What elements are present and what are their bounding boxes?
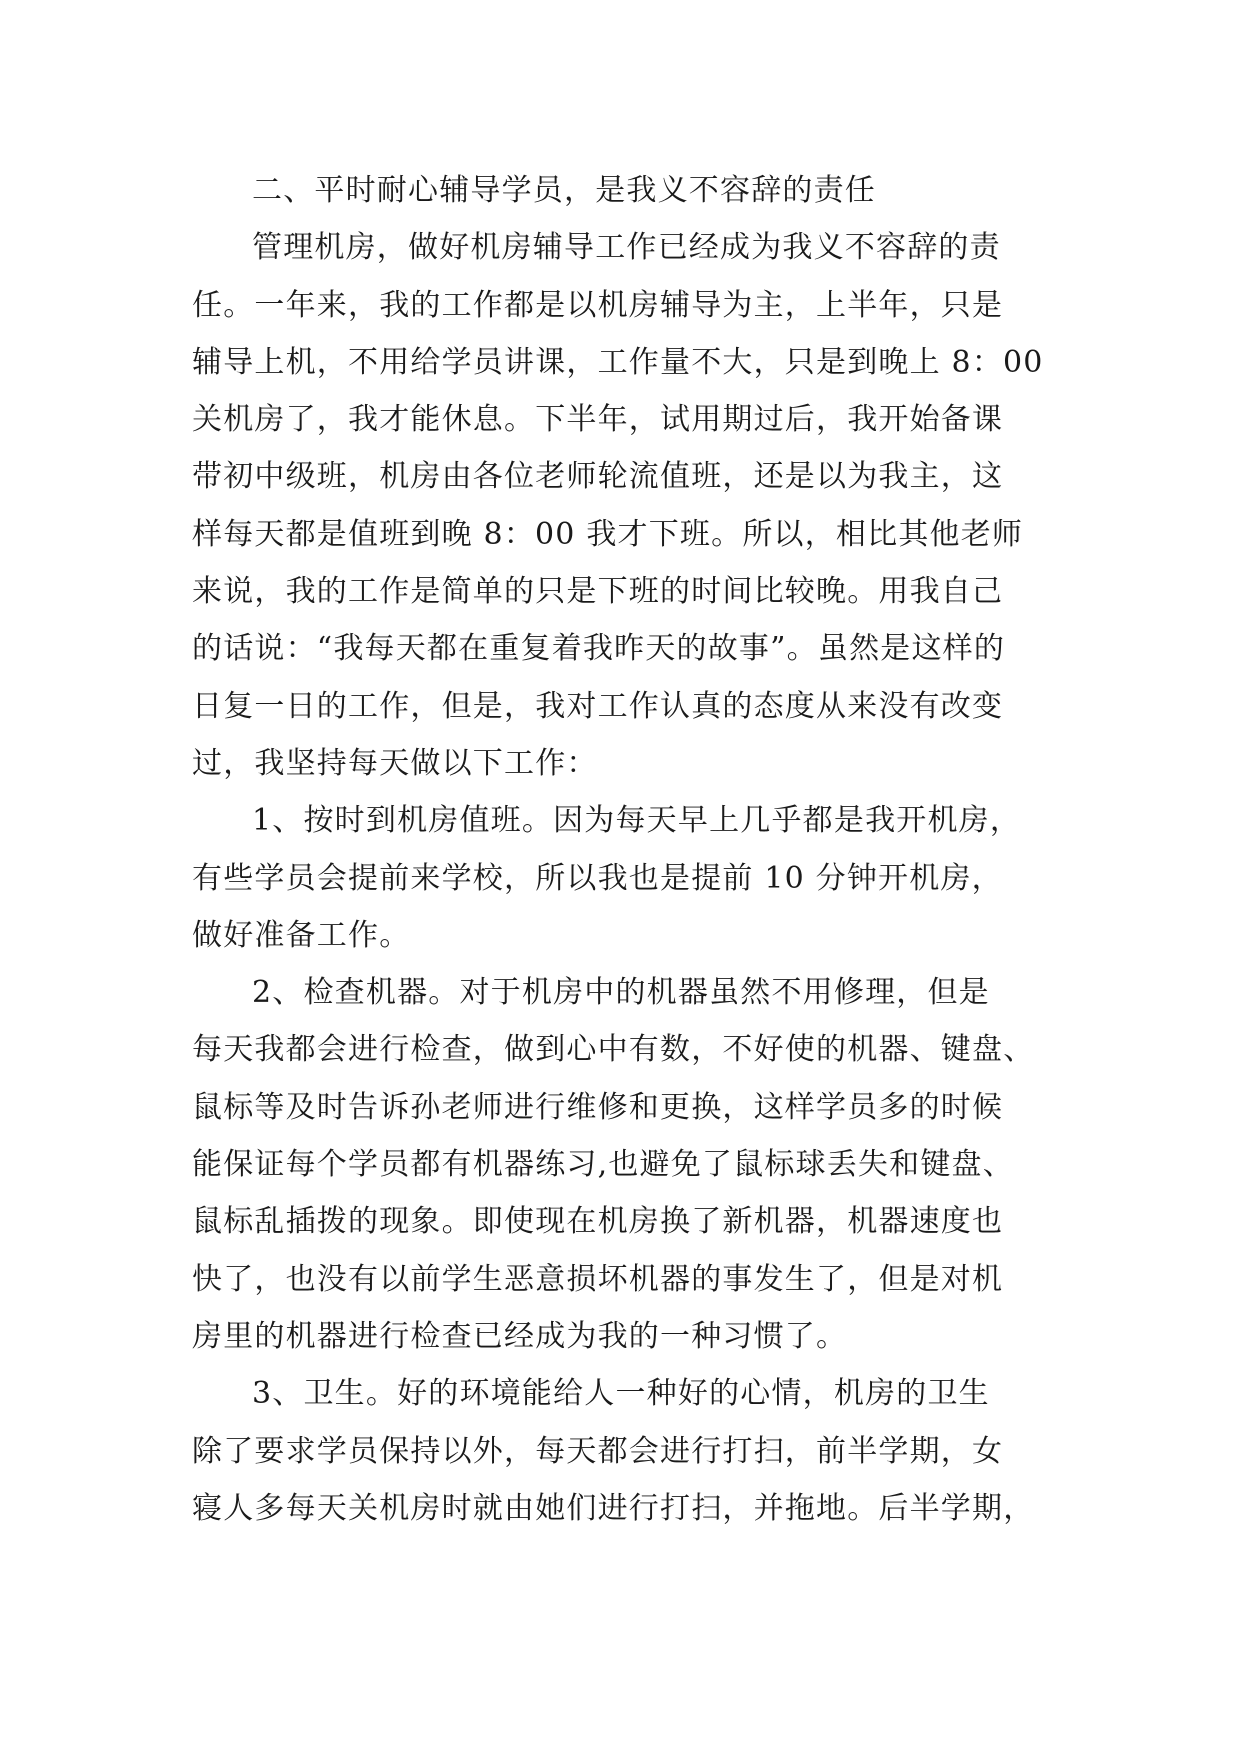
section-heading: 二、平时耐心辅导学员，是我义不容辞的责任	[252, 173, 876, 208]
paragraph-line: 能保证每个学员都有机器练习,也避免了鼠标球丢失和键盘、	[192, 1147, 1014, 1183]
body-text	[192, 162, 1052, 1537]
paragraph-line: 鼠标等及时告诉孙老师进行维修和更换，这样学员多的时候	[192, 1089, 1004, 1125]
paragraph-line: 除了要求学员保持以外，每天都会进行打扫，前半学期，女	[192, 1433, 1004, 1469]
paragraph-line: 有些学员会提前来学校，所以我也是提前 10 分钟开机房，	[192, 860, 1003, 896]
paragraph-line: 鼠标乱插拨的现象。即使现在机房换了新机器，机器速度也	[192, 1204, 1004, 1240]
paragraph-line: 样每天都是值班到晚 8：00 我才下班。所以，相比其他老师	[192, 516, 1024, 552]
paragraph-line: 寝人多每天关机房时就由她们进行打扫，并拖地。后半学期，	[192, 1490, 1035, 1526]
paragraph-line: 辅导上机，不用给学员讲课，工作量不大，只是到晚上 8：00	[192, 344, 1044, 380]
paragraph-line: 快了，也没有以前学生恶意损坏机器的事发生了，但是对机	[192, 1261, 1004, 1297]
paragraph-line: 房里的机器进行检查已经成为我的一种习惯了。	[192, 1318, 848, 1354]
paragraph-line: 每天我都会进行检查，做到心中有数，不好使的机器、键盘、	[192, 1032, 1035, 1068]
paragraph-line: 做好准备工作。	[192, 917, 411, 953]
list-item-3-line: 3、卫生。好的环境能给人一种好的心情，机房的卫生	[252, 1376, 990, 1412]
paragraph-line: 关机房了，我才能休息。下半年，试用期过后，我开始备课	[192, 402, 1004, 438]
paragraph-line: 带初中级班，机房由各位老师轮流值班，还是以为我主，这	[192, 459, 1004, 495]
list-item-2-line: 2、检查机器。对于机房中的机器虽然不用修理，但是	[252, 975, 990, 1011]
paragraph-line: 管理机房，做好机房辅导工作已经成为我义不容辞的责	[252, 230, 1001, 266]
paragraph-line: 过，我坚持每天做以下工作：	[192, 745, 598, 781]
paragraph-line: 的话说：“我每天都在重复着我昨天的故事”。虽然是这样的	[192, 631, 1006, 667]
paragraph-line: 来说，我的工作是简单的只是下班的时间比较晚。用我自己	[192, 574, 1004, 610]
paragraph-line: 任。一年来，我的工作都是以机房辅导为主，上半年，只是	[192, 287, 1004, 323]
paragraph-line: 日复一日的工作，但是，我对工作认真的态度从来没有改变	[192, 688, 1004, 724]
list-item-1-line: 1、按时到机房值班。因为每天早上几乎都是我开机房，	[252, 803, 1022, 839]
